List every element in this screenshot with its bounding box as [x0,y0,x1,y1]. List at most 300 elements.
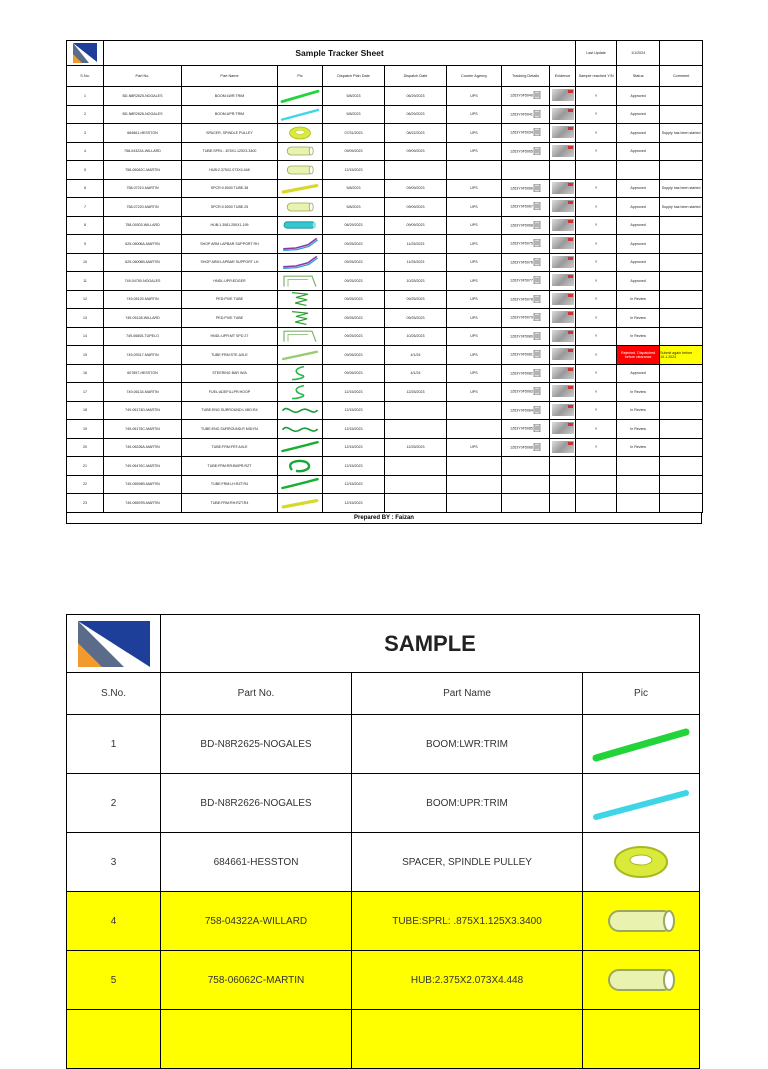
row-dispatch-date [385,420,447,439]
row-dispatch-plan-date: 12/15/2023 [323,401,385,420]
tracking-doc-icon[interactable] [533,202,541,211]
row-dispatch-plan-date: 09/25/2023 [323,253,385,272]
zig-part-image [280,310,320,326]
row-evidence [550,438,576,457]
row-evidence [550,494,576,513]
row-courier: UPS [447,235,502,254]
row-dispatch-plan-date: 09/09/2023 [323,142,385,161]
tube-part-image [280,162,320,178]
evidence-thumbnail[interactable] [552,182,574,194]
row-dispatch-plan-date: 07/31/2023 [323,124,385,143]
row-dispatch-date: 4/1/24 [385,364,447,383]
row-courier: UPS [447,309,502,328]
evidence-thumbnail[interactable] [552,200,574,212]
row-sample-reached: Y [576,272,617,291]
curve-part-image [280,384,320,400]
column-header: Tracking Details [502,66,550,87]
row-dispatch-date: 09/25/2023 [385,309,447,328]
tracking-doc-icon[interactable] [533,128,541,137]
row-comment [660,235,703,254]
sample-row [67,892,700,951]
sample-part-no: 684661-HESSTON [161,833,352,892]
row-dispatch-date: 09/09/2023 [385,179,447,198]
evidence-thumbnail[interactable] [552,441,574,453]
row-comment: Supply has been started [660,124,703,143]
row-pic [278,494,323,513]
row-sno: 5 [67,161,104,180]
row-dispatch-date: 06/29/2023 [385,87,447,106]
table-row [67,383,703,402]
row-part-no: 607897-HESSTON [104,364,182,383]
company-logo [67,41,104,66]
green-rod-part-image [591,722,691,766]
tracking-doc-icon[interactable] [533,443,541,452]
row-status: Approved [617,235,660,254]
row-evidence [550,364,576,383]
sample-title: SAMPLE [161,615,700,673]
row-status: In Review [617,401,660,420]
row-dispatch-date: 09/09/2023 [385,198,447,217]
row-status: Approved [617,272,660,291]
row-tracking: 1Z63Y0F5083 [502,383,550,402]
zig-part-image [280,291,320,307]
header-row [67,66,703,87]
sample-sno: 3 [67,833,161,892]
row-comment [660,494,703,513]
table-row [67,401,703,420]
row-part-no: 749-05120-MARTIN [104,290,182,309]
table-row [67,87,703,106]
row-dispatch-plan-date: 12/15/2023 [323,161,385,180]
row-sno: 19 [67,420,104,439]
row-comment [660,420,703,439]
row-comment [660,327,703,346]
tracking-doc-icon[interactable] [533,295,541,304]
hook-part-image [280,458,320,474]
table-row [67,142,703,161]
row-tracking: 1Z63Y0F5084 [502,401,550,420]
row-part-name: PED:PIVE TUBE [182,290,278,309]
row-part-name: TUBE:FRM:RH:RZT:R4 [182,494,278,513]
cyan-rod-part-image [591,781,691,825]
row-sno: 18 [67,401,104,420]
sample-sno: 5 [67,951,161,1010]
row-part-no: 749-06605-TUPELO [104,327,182,346]
row-part-no: 749-06174D-MARTIN [104,401,182,420]
row-courier: UPS [447,105,502,124]
row-dispatch-plan-date: 5/8/2023 [323,87,385,106]
last-update-label: Last Update [576,41,617,66]
row-dispatch-date: 10/25/2023 [385,272,447,291]
sample-column-header: Part No. [161,673,352,715]
row-sno: 4 [67,142,104,161]
sample-row [67,774,700,833]
sample-sno: 4 [67,892,161,951]
row-pic [278,475,323,494]
row-sno: 1 [67,87,104,106]
wave-part-image [280,402,320,418]
row-dispatch-plan-date: 5/8/2023 [323,179,385,198]
row-tracking: 1Z63Y0F5085 [502,420,550,439]
row-comment [660,383,703,402]
column-header: Part Name [182,66,278,87]
evidence-thumbnail[interactable] [552,311,574,323]
row-courier: UPS [447,346,502,365]
row-evidence [550,401,576,420]
sample-part-no: BD-N8R2625-NOGALES [161,715,352,774]
row-part-no: 758-04322A-WILLARD [104,142,182,161]
row-part-name: SPACER, SPINDLE PULLEY [182,124,278,143]
row-dispatch-date: 09/09/2023 [385,216,447,235]
row-pic [278,401,323,420]
row-comment [660,253,703,272]
row-evidence [550,346,576,365]
row-pic [278,327,323,346]
sample-part-no: BD-N8R2626-NOGALES [161,774,352,833]
row-sno: 7 [67,198,104,217]
row-sample-reached: Y [576,124,617,143]
tracking-doc-icon[interactable] [533,147,541,156]
row-pic [278,420,323,439]
row-status: In Review [617,327,660,346]
evidence-thumbnail[interactable] [552,237,574,249]
row-courier [447,401,502,420]
evidence-thumbnail[interactable] [552,367,574,379]
row-sno: 12 [67,290,104,309]
sample-pic [583,951,700,1010]
tracking-doc-icon[interactable] [533,221,541,230]
row-tracking: 1Z63Y0F5075 [502,235,550,254]
tracking-doc-icon[interactable] [533,406,541,415]
row-sample-reached: Y [576,142,617,161]
row-tracking: 1Z63Y0F5086 [502,438,550,457]
row-status: Approved [617,179,660,198]
row-comment: Supply has been started [660,198,703,217]
row-part-no: 749-06594B-MARTIN [104,475,182,494]
wave-part-image [280,421,320,437]
row-part-name: FUEL:ADEFILLPR:HOOP [182,383,278,402]
row-sample-reached [576,494,617,513]
row-part-name: TUBE:FRM:RR:BMPR:RZT [182,457,278,476]
row-sample-reached: Y [576,290,617,309]
row-part-no: BD-N8R2626-NOGALES [104,105,182,124]
row-status: In Review [617,383,660,402]
evidence-thumbnail[interactable] [552,219,574,231]
row-tracking: 1Z63Y0F5068 [502,216,550,235]
row-sample-reached: Y [576,327,617,346]
row-dispatch-date [385,475,447,494]
evidence-thumbnail[interactable] [552,256,574,268]
row-part-no: 684661-HESSTON [104,124,182,143]
row-part-no: 749-06597B-MARTIN [104,494,182,513]
table-row [67,272,703,291]
tracking-doc-icon[interactable] [533,258,541,267]
row-dispatch-plan-date: 5/8/2023 [323,105,385,124]
evidence-thumbnail[interactable] [552,108,574,120]
evidence-thumbnail[interactable] [552,330,574,342]
row-dispatch-plan-date: 09/26/2023 [323,364,385,383]
row-sample-reached: Y [576,235,617,254]
row-part-no: 749-06476C-MARTIN [104,457,182,476]
row-evidence [550,457,576,476]
row-status: In Review [617,420,660,439]
row-part-no: 749-06134-MARTIN [104,383,182,402]
tube-part-image [591,899,691,943]
sample-logo [67,615,161,673]
row-comment [660,290,703,309]
row-status [617,457,660,476]
row-part-name: SPCR:0.5000 TUBE.38 [182,179,278,198]
row-evidence [550,475,576,494]
row-sno: 9 [67,235,104,254]
tracking-doc-icon[interactable] [533,369,541,378]
row-dispatch-plan-date: 09/25/2023 [323,272,385,291]
row-dispatch-date: 12/25/2023 [385,383,447,402]
column-header: Comment [660,66,703,87]
row-dispatch-plan-date: 12/15/2023 [323,438,385,457]
row-sno: 21 [67,457,104,476]
row-sno: 11 [67,272,104,291]
row-status [617,475,660,494]
row-part-name: HNDL:UPR:MT SPD 27 [182,327,278,346]
row-tracking: 1Z63Y0F5041 [502,105,550,124]
row-sample-reached: Y [576,420,617,439]
row-pic [278,87,323,106]
row-evidence [550,124,576,143]
row-evidence [550,216,576,235]
table-row [67,438,703,457]
row-evidence [550,235,576,254]
sample-pic [583,892,700,951]
row-comment [660,105,703,124]
evidence-thumbnail[interactable] [552,348,574,360]
row-pic [278,124,323,143]
row-evidence [550,198,576,217]
row-pic [278,142,323,161]
row-part-no: 758-09303-WILLARD [104,216,182,235]
column-header: Dispatch Plan Date [323,66,385,87]
column-header: Pic [278,66,323,87]
row-part-name: HUB:2.375X2.073X4.448 [182,161,278,180]
row-sample-reached: Y [576,87,617,106]
green-bar-part-image [280,439,320,455]
row-sno: 10 [67,253,104,272]
row-part-name: SHOP ARM LAPBAR SUPPORT RH [182,235,278,254]
evidence-thumbnail[interactable] [552,404,574,416]
row-dispatch-plan-date: 09/25/2023 [323,327,385,346]
row-part-name: TUBE:FRM:LH:RZT:R4 [182,475,278,494]
row-dispatch-date: 09/25/2023 [385,290,447,309]
tracking-doc-icon[interactable] [533,184,541,193]
row-dispatch-date: 09/09/2023 [385,142,447,161]
row-dispatch-plan-date: 12/15/2023 [323,383,385,402]
row-comment [660,216,703,235]
column-header: Courier Agency [447,66,502,87]
row-courier: UPS [447,142,502,161]
sample-part-name: BOOM:UPR:TRIM [352,774,583,833]
frame-part-image [280,273,320,289]
row-pic [278,309,323,328]
row-tracking: 1Z63Y0F5066 [502,179,550,198]
row-dispatch-date [385,401,447,420]
sample-part-no: 758-06062C-MARTIN [161,951,352,1010]
row-dispatch-plan-date: 09/25/2023 [323,309,385,328]
row-dispatch-plan-date: 09/25/2023 [323,235,385,254]
row-evidence [550,161,576,180]
sample-part-no: 758-04322A-WILLARD [161,892,352,951]
row-part-name: HNDL:UPR:EDGER [182,272,278,291]
row-comment [660,87,703,106]
column-header: Part No. [104,66,182,87]
row-tracking: 1Z63Y0F5065 [502,142,550,161]
row-tracking: 1Z63Y0F5040 [502,87,550,106]
row-evidence [550,179,576,198]
row-tracking [502,494,550,513]
row-tracking: 1Z63Y0F5077 [502,272,550,291]
row-dispatch-plan-date: 12/15/2023 [323,457,385,476]
sample-pic [583,833,700,892]
row-dispatch-plan-date: 12/15/2023 [323,475,385,494]
evidence-thumbnail[interactable] [552,126,574,138]
table-row [67,253,703,272]
table-row [67,457,703,476]
row-part-no: 758-06062C-MARTIN [104,161,182,180]
row-evidence [550,253,576,272]
row-courier: UPS [447,216,502,235]
row-tracking: 1Z63Y0F5079 [502,309,550,328]
evidence-thumbnail[interactable] [552,145,574,157]
sample-part-name: HUB:2.375X2.073X4.448 [352,951,583,1010]
tube-part-image [280,199,320,215]
evidence-thumbnail[interactable] [552,385,574,397]
sample-part-name: TUBE:SPRL: .875X1.125X3.3400 [352,892,583,951]
row-status: Approved [617,142,660,161]
tracking-doc-icon[interactable] [533,239,541,248]
row-courier [447,494,502,513]
sample-header-row [67,673,700,715]
row-status [617,161,660,180]
tracking-doc-icon[interactable] [533,313,541,322]
tracking-doc-icon[interactable] [533,91,541,100]
row-tracking: 1Z63Y0F5082 [502,364,550,383]
row-sample-reached [576,475,617,494]
yellow-rod-part-image [280,495,320,511]
table-row [67,309,703,328]
cyan-rod-part-image [280,106,320,122]
row-comment [660,364,703,383]
tracking-doc-icon[interactable] [533,110,541,119]
row-sample-reached [576,457,617,476]
row-evidence [550,327,576,346]
row-courier: UPS [447,87,502,106]
row-sample-reached: Y [576,179,617,198]
row-evidence [550,87,576,106]
evidence-thumbnail[interactable] [552,422,574,434]
row-status: In Review [617,290,660,309]
sample-pic [583,715,700,774]
row-courier: UPS [447,179,502,198]
row-part-no: 625-06006B-MARTIN [104,253,182,272]
sample-pic [583,774,700,833]
row-status: Approved [617,105,660,124]
tracking-doc-icon[interactable] [533,350,541,359]
row-courier [447,420,502,439]
row-dispatch-date: 12/25/2023 [385,438,447,457]
row-dispatch-plan-date: 09/25/2023 [323,290,385,309]
row-dispatch-date: 08/22/2023 [385,124,447,143]
table-row [67,216,703,235]
sample-column-header: Part Name [352,673,583,715]
tube-part-image [591,958,691,1002]
row-dispatch-date [385,457,447,476]
sample-sno: 1 [67,715,161,774]
row-evidence [550,290,576,309]
row-dispatch-plan-date: 12/15/2023 [323,494,385,513]
row-courier: UPS [447,383,502,402]
row-comment: Supply has been started [660,179,703,198]
row-comment [660,272,703,291]
row-tracking: 1Z63Y0F5081 [502,346,550,365]
sample-column-header: S.No. [67,673,161,715]
curve-part-image [280,365,320,381]
sample-sno: 2 [67,774,161,833]
row-sample-reached: Y [576,346,617,365]
row-part-no: 758-07210-MARTIN [104,179,182,198]
row-sample-reached: Y [576,364,617,383]
table-row [67,198,703,217]
row-sno: 17 [67,383,104,402]
row-dispatch-date: 11/25/2023 [385,235,447,254]
row-part-name: TUBE:FRM:STE.AXLE [182,346,278,365]
row-evidence [550,272,576,291]
row-part-name: PED:PIVE TUBE [182,309,278,328]
evidence-thumbnail[interactable] [552,274,574,286]
row-tracking: 1Z63Y0F5067 [502,198,550,217]
row-evidence [550,105,576,124]
row-part-name: SPCR:0.5000 TUBE.25 [182,198,278,217]
cyan-cyl-part-image [280,217,320,233]
row-tracking [502,457,550,476]
table-row [67,290,703,309]
sample-cell-empty [67,1010,161,1069]
tracking-doc-icon[interactable] [533,387,541,396]
row-evidence [550,142,576,161]
bent-purple-part-image [280,236,320,252]
row-part-no: BD-N8R2625-NOGALES [104,87,182,106]
tracking-doc-icon[interactable] [533,332,541,341]
row-pic [278,105,323,124]
tracker-table [66,40,703,513]
row-pic [278,290,323,309]
row-sno: 23 [67,494,104,513]
sample-part-name: BOOM:LWR:TRIM [352,715,583,774]
row-evidence [550,420,576,439]
row-part-no: 749-09317-MARTIN [104,346,182,365]
row-courier [447,161,502,180]
evidence-thumbnail[interactable] [552,293,574,305]
row-pic [278,272,323,291]
sample-row [67,951,700,1010]
row-comment [660,142,703,161]
row-sno: 2 [67,105,104,124]
tracking-doc-icon[interactable] [533,276,541,285]
tracking-doc-icon[interactable] [533,424,541,433]
table-row [67,420,703,439]
row-sample-reached: Y [576,383,617,402]
row-status: Approved [617,253,660,272]
evidence-thumbnail[interactable] [552,89,574,101]
row-part-name: SHOP ARM LAPBAR SUPPORT LH [182,253,278,272]
